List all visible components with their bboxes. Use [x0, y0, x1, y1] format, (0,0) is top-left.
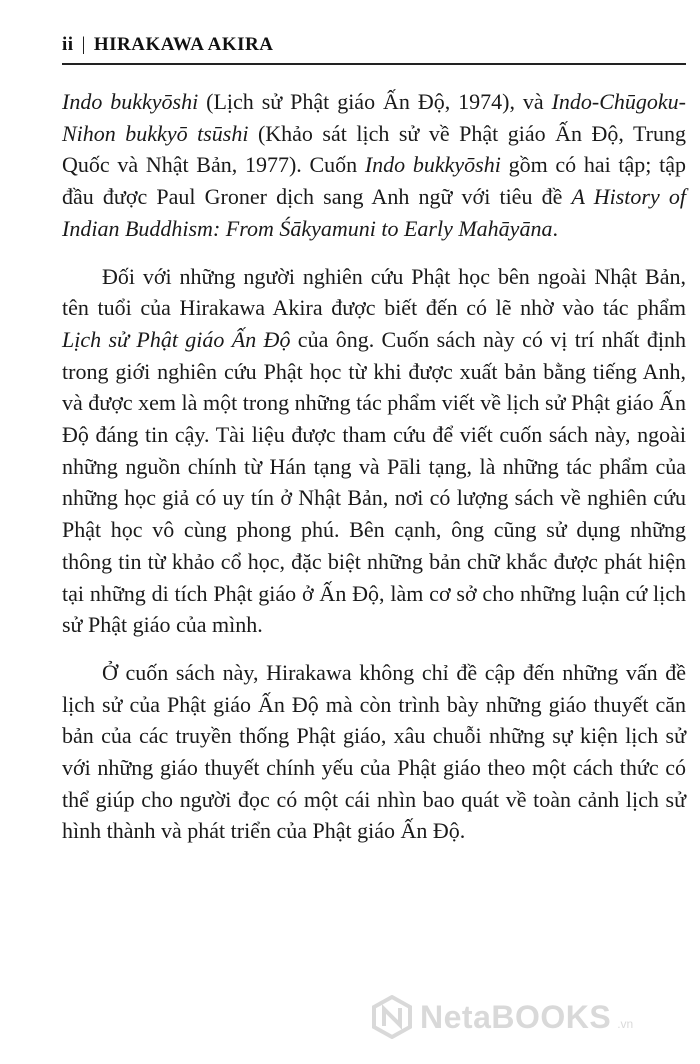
italic-title: Lịch sử Phật giáo Ấn Độ: [62, 326, 291, 352]
header-rule: [62, 63, 686, 65]
page-number: ii: [62, 34, 74, 55]
italic-title: A History of Indian Buddhism: From Śākyamuni to Early Mahāyāna: [62, 184, 686, 241]
paragraph-1: [62, 86, 686, 245]
italic-title: Indo bukkyōshi: [364, 152, 501, 178]
watermark-suffix: .vn: [617, 1017, 634, 1031]
paragraph-2: [62, 261, 686, 641]
italic-title: Indo-Chūgoku-Nihon bukkyō tsūshi: [62, 89, 687, 146]
header-separator: |: [81, 34, 86, 55]
netabooks-logo-icon: [370, 995, 414, 1039]
text-run: Ở cuốn sách này, Hirakawa không chỉ đề cập đến những vấn đề lịch sử của Phật giáo Ấn Độ mà còn trình bày những giáo thuyết căn bản của các truyền thống Phật giáo, xâu chuỗi những sự kiện lịch sử với những giáo thuyết chính yếu của Phật giáo theo một cách thức có thể giúp cho người đọc có một cái nhìn bao quát về toàn cảnh lịch sử hình thành và phát triển của Phật giáo Ấn Độ.: [62, 659, 686, 844]
italic-title: Indo bukkyōshi: [62, 89, 199, 114]
text-run: (Lịch sử Phật giáo Ấn Độ, 1974), và: [198, 89, 552, 114]
text-run: .: [552, 215, 558, 241]
author-name: HIRAKAWA AKIRA: [93, 34, 274, 55]
body-text: [62, 86, 686, 847]
running-header: [62, 34, 682, 56]
watermark-brand: NetaBOOKS: [420, 998, 612, 1035]
watermark: [370, 995, 633, 1039]
paragraph-3: [62, 657, 686, 847]
text-run: của ông. Cuốn sách này có vị trí nhất định trong giới nghiên cứu Phật học từ khi được xuất bản bằng tiếng Anh, và được xem là một trong những tác phẩm viết về lịch sử Phật giáo Ấn Độ đáng tin cậy. Tài liệu được tham cứu để viết cuốn sách này, ngoài những nguồn chính từ Hán tạng và Pāli tạng, là những tác phẩm của những học giả có uy tín ở Nhật Bản, nơi có lượng sách về nghiên cứu Phật học vô cùng phong phú. Bên cạnh, ông cũng sử dụng những thông tin từ khảo cổ học, đặc biệt những bản chữ khắc được phát hiện tại những di tích Phật giáo ở Ấn Độ, làm cơ sở cho những luận cứ lịch sử Phật giáo của mình.: [62, 326, 686, 638]
text-run: (Khảo sát lịch sử về Phật giáo Ấn Độ, Trung Quốc và Nhật Bản, 1977). Cuốn: [62, 120, 686, 178]
text-run: gồm có hai tập; tập đầu được Paul Groner dịch sang Anh ngữ với tiêu đề: [62, 152, 687, 210]
text-run: Đối với những người nghiên cứu Phật học bên ngoài Nhật Bản, tên tuổi của Hirakawa Akira được biết đến có lẽ nhờ vào tác phẩm: [62, 263, 686, 321]
